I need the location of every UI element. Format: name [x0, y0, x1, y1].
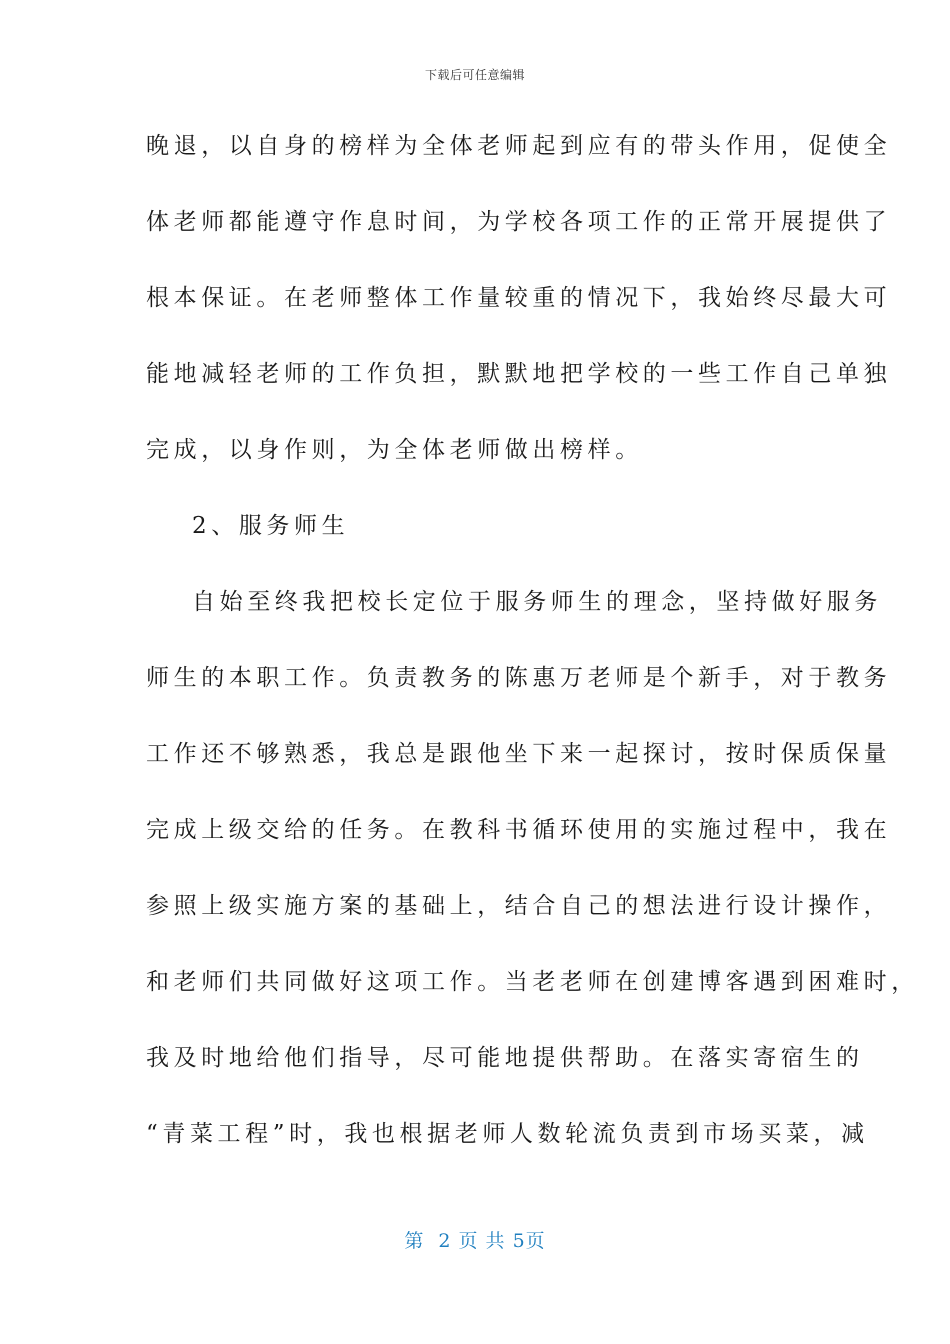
text-line-11: 参照上级实施方案的基础上，结合自己的想法进行设计操作， — [146, 893, 892, 919]
text-line-12: 和老师们共同做好这项工作。当老老师在创建博客遇到困难时， — [146, 969, 919, 995]
page-header: 下载后可任意编辑 — [424, 68, 525, 82]
text-line-2: 体老师都能遵守作息时间，为学校各项工作的正常开展提供了 — [146, 209, 892, 235]
text-line-5: 完成，以身作则，为全体老师做出榜样。 — [146, 437, 643, 463]
page-number-footer — [0, 1226, 950, 1253]
page-number-text: 第 2 页 共 5页 — [404, 1230, 546, 1252]
section-heading: 2、服务师生 — [192, 513, 350, 539]
text-line-4: 能地减轻老师的工作负担，默默地把学校的一些工作自己单独 — [146, 361, 892, 387]
text-line-9: 工作还不够熟悉，我总是跟他坐下来一起探讨，按时保质保量 — [146, 741, 892, 767]
text-line-3: 根本保证。在老师整体工作量较重的情况下，我始终尽最大可 — [146, 285, 892, 311]
text-line-7: 自始至终我把校长定位于服务师生的理念，坚持做好服务 — [192, 589, 882, 615]
text-line-8: 师生的本职工作。负责教务的陈惠万老师是个新手，对于教务 — [146, 665, 892, 691]
body-text — [146, 124, 919, 1188]
text-line-1: 晚退，以自身的榜样为全体老师起到应有的带头作用，促使全 — [146, 133, 892, 159]
text-line-10: 完成上级交给的任务。在教科书循环使用的实施过程中，我在 — [146, 817, 892, 843]
text-line-13: 我及时地给他们指导，尽可能地提供帮助。在落实寄宿生的 — [146, 1045, 864, 1071]
text-line-14: “青菜工程”时，我也根据老师人数轮流负责到市场买菜，减 — [146, 1121, 869, 1147]
